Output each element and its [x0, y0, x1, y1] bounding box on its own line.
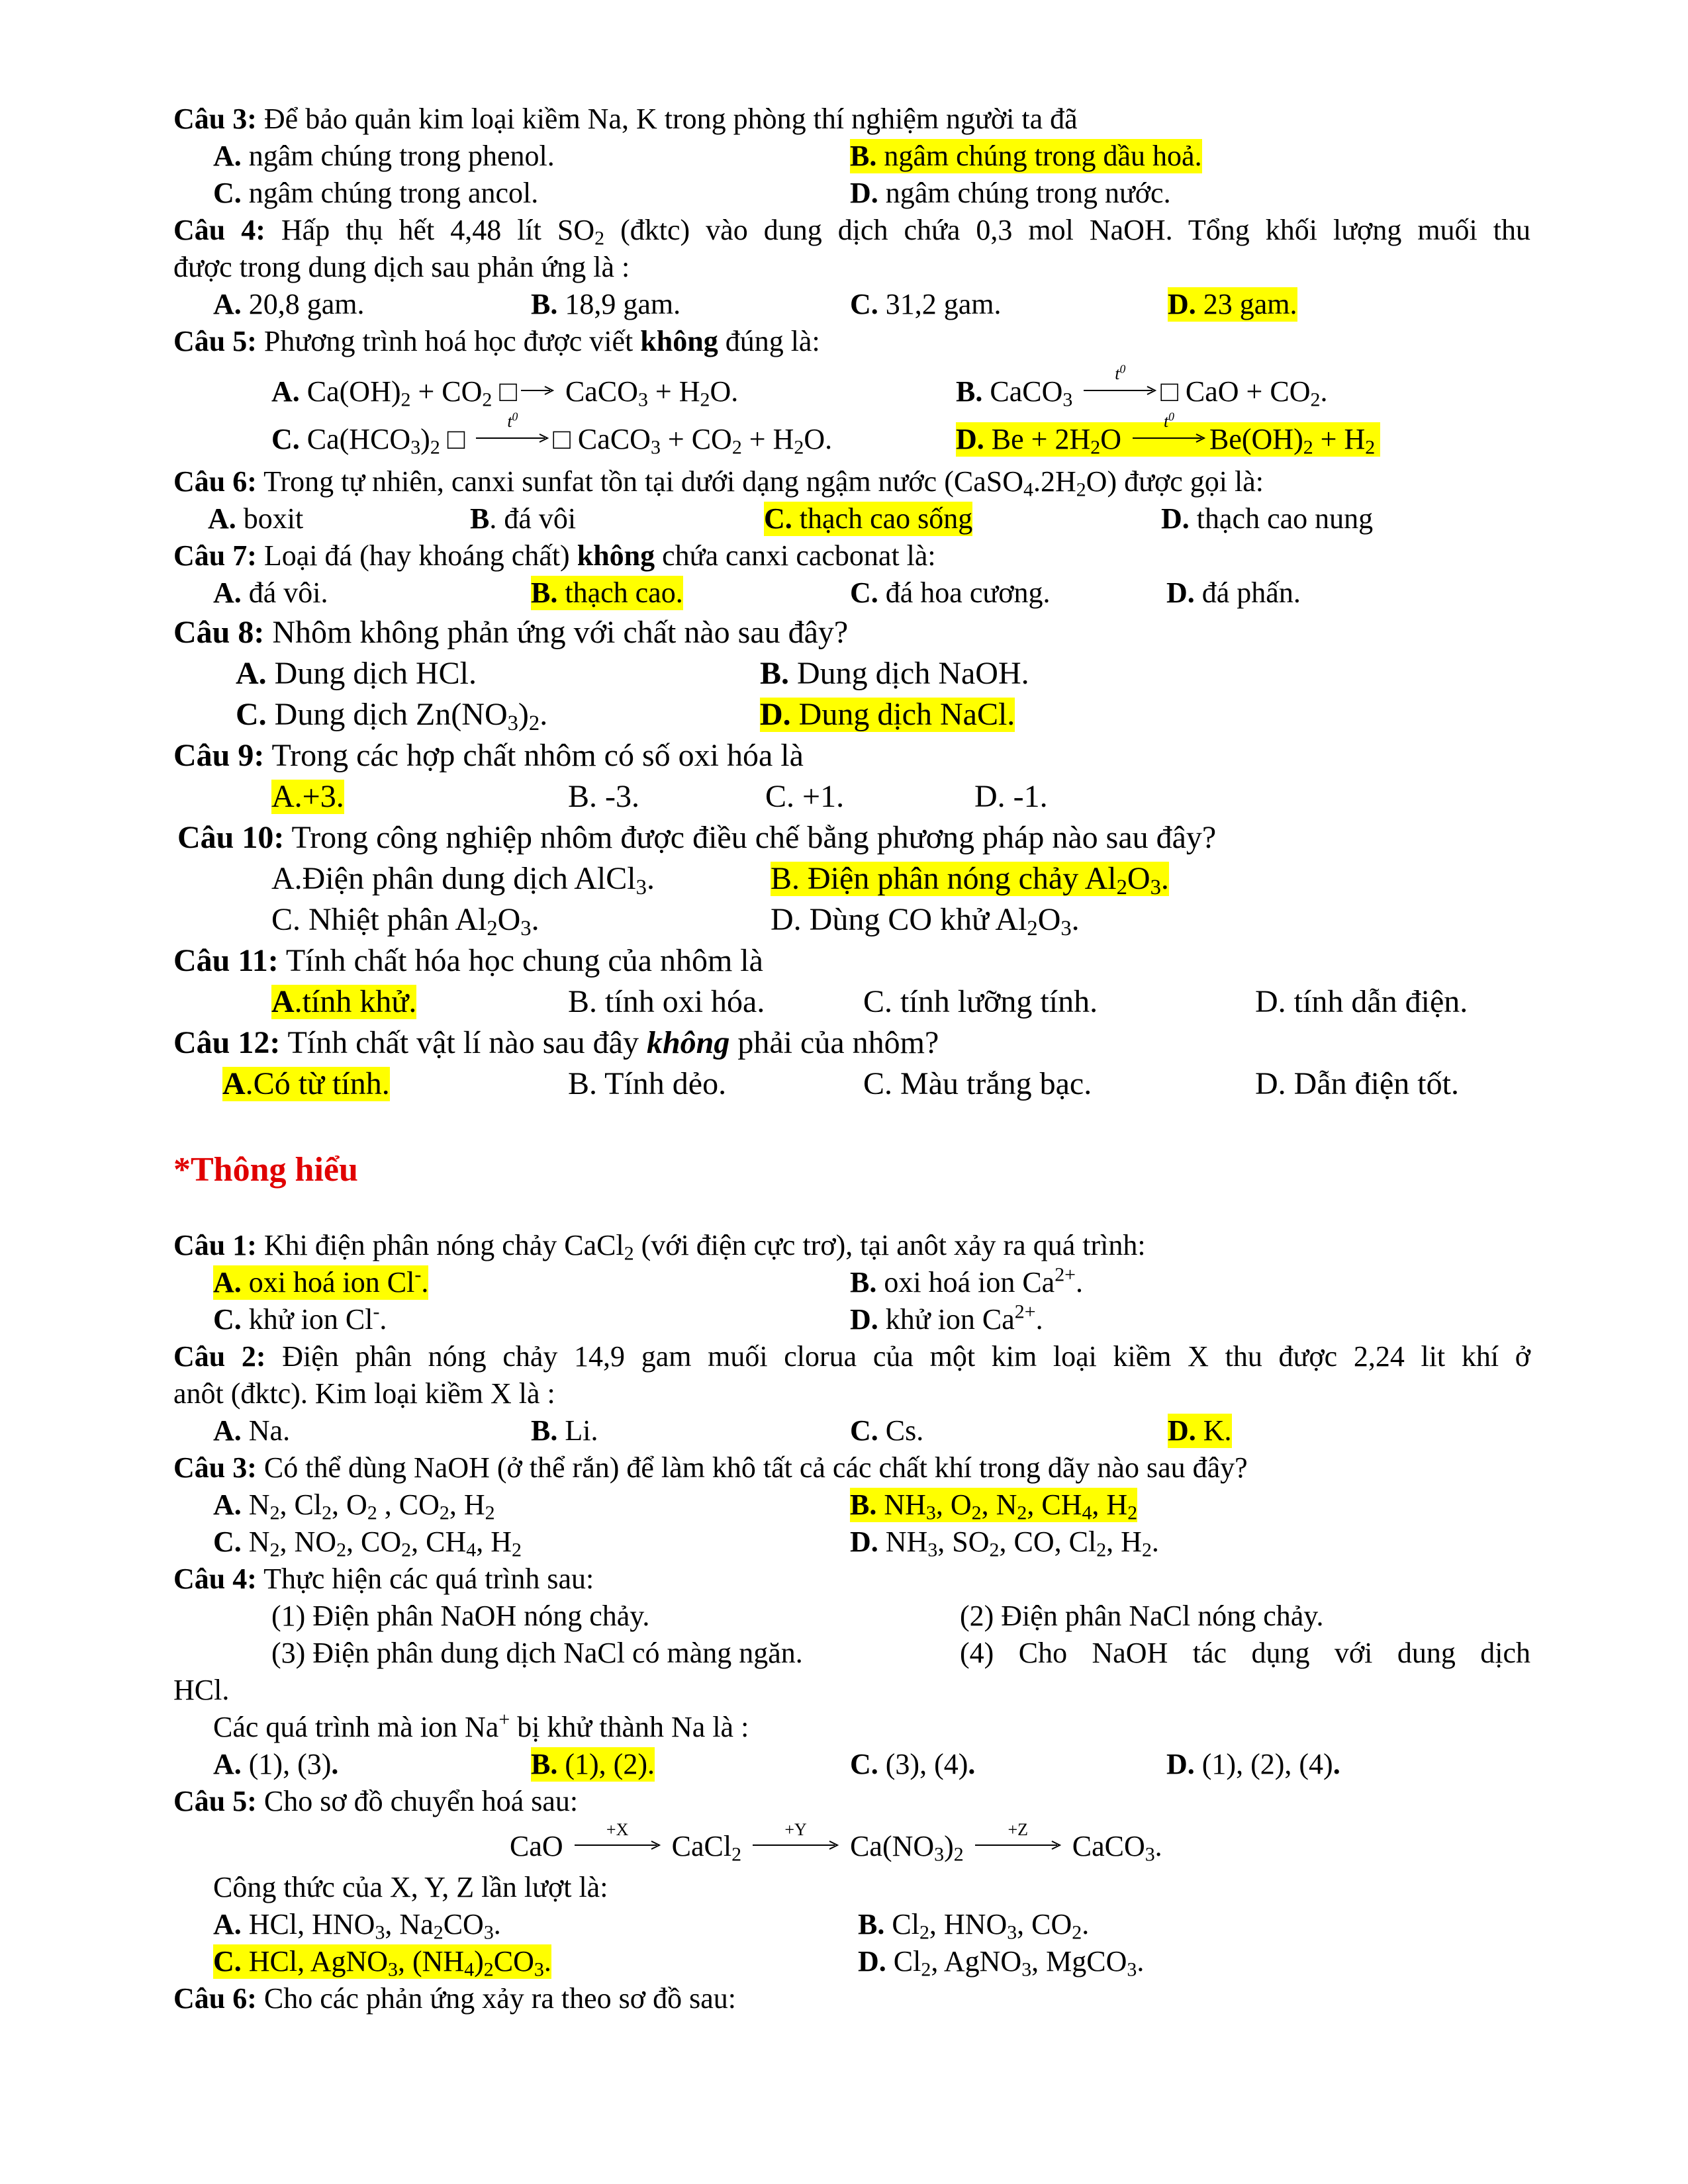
option-b[interactable]: B. Tính dẻo. [568, 1066, 727, 1101]
option-c[interactable]: C. đá hoa cương. [850, 576, 1051, 609]
option-d-answer[interactable]: D. K. [1168, 1414, 1232, 1447]
question-text: Trong các hợp chất nhôm có số oxi hóa là [264, 738, 804, 773]
question-text: Có thể dùng NaOH (ở thể rắn) để làm khô tất cả các chất khí trong dãy nào sau đây? [256, 1451, 1248, 1484]
option-d[interactable]: D. tính dẫn điện. [1255, 984, 1468, 1019]
option-a[interactable]: A. ngâm chúng trong phenol. [213, 140, 555, 172]
question-text: Khi điện phân nóng chảy CaCl [256, 1229, 624, 1261]
question-text: Thực hiện các quá trình sau: [256, 1563, 594, 1595]
option-c[interactable]: C. $N_2$, $NO_2$, $CO_2$, $CH_4$, $H_2$ [213, 1525, 522, 1561]
option-d[interactable]: D. thạch cao nung [1161, 502, 1374, 535]
process-2: (2) Điện phân NaCl nóng chảy. [960, 1600, 1324, 1632]
option-c[interactable]: C. Cs. [850, 1414, 924, 1447]
q4-stem: Câu 4: Hấp thụ hết 4,48 lít $SO_2$ (đktc) vào dung dịch chứa 0,3 mol NaOH. Tổng khối lượng muối thu [173, 214, 1531, 250]
option-d-answer[interactable]: D. $Be + 2H_2O$ $t^0$ $Be(OH)_2 + H_2$ [956, 422, 1380, 457]
option-a[interactable]: A. Na. [213, 1414, 291, 1447]
option-d[interactable]: D. Dùng CO khử $Al_2O_3$. [771, 902, 1080, 941]
option-b[interactable]: B. -3. [568, 779, 639, 814]
process-4: (4) Cho NaOH tác dụng với dung dịch [960, 1637, 1530, 1669]
option-b[interactable]: B. 18,9 gam. [531, 288, 681, 320]
arrow-icon: $t^0$ [476, 424, 549, 450]
option-b[interactable]: B. oxi hoá ion $Ca^{2+}$. [850, 1263, 1084, 1298]
q7-stem [173, 539, 936, 573]
option-b[interactable]: B. tính oxi hóa. [568, 984, 765, 1019]
question-text: Hấp thụ hết 4,48 lít SO [265, 214, 595, 246]
option-b-answer[interactable]: B. Điện phân nóng chảy $Al_2O_3$. [771, 861, 1169, 900]
question-number: Câu 4: [173, 1563, 257, 1595]
option-a[interactable]: A. 20,8 gam. [213, 288, 365, 320]
option-b[interactable]: B. Li. [531, 1414, 598, 1447]
question-text: Điện phân nóng chảy 14,9 gam muối clorua của một kim loại kiềm X thu được 2,24 lit khí ở [265, 1340, 1530, 1373]
arrow-icon: $t^0$ [1133, 424, 1205, 450]
option-b-answer[interactable]: B. ngâm chúng trong dầu hoả. [850, 140, 1202, 172]
question-text: phải của nhôm? [729, 1025, 939, 1060]
arrow-icon [521, 376, 554, 402]
question-number: Câu 7: [173, 539, 257, 572]
question-number: Câu 9: [173, 738, 265, 773]
option-a-answer[interactable]: A. oxi hoá ion Cl-. [213, 1263, 429, 1298]
q8-stem [173, 615, 848, 650]
s2-q3-stem [173, 1451, 1248, 1485]
option-b[interactable]: B. CaCO$_3$ $t^0$ □ CaO + $CO_2$. [956, 362, 1328, 411]
emphasis: không [646, 1025, 730, 1060]
s2-q2-stem-cont: anôt (đktc). Kim loại kiềm X là : [173, 1377, 555, 1410]
arrow-icon: +Y [753, 1831, 839, 1857]
question-text: Cho các phản ứng xảy ra theo sơ đồ sau: [256, 1982, 736, 2015]
process-1: (1) Điện phân NaOH nóng chảy. [271, 1600, 650, 1632]
option-a[interactable]: A. Dung dịch HCl. [236, 656, 477, 691]
option-a-answer[interactable]: A.tính khử. [271, 984, 417, 1019]
question-number: Câu 8: [173, 615, 265, 650]
question-number: Câu 10: [177, 820, 285, 855]
option-b[interactable]: B. đá vôi [470, 502, 577, 535]
question-text: Tính chất vật lí nào sau đây [280, 1025, 647, 1060]
option-d[interactable]: D. $NH_3$, $SO_2$, CO, $Cl_2$, $H_2$. [850, 1525, 1159, 1561]
option-a[interactable]: A. boxit [208, 502, 304, 535]
option-c[interactable]: C. tính lưỡng tính. [863, 984, 1098, 1019]
section-heading: *Thông hiểu [173, 1151, 358, 1189]
option-d[interactable]: D. đá phấn. [1166, 576, 1301, 609]
s2-q6-stem [173, 1981, 736, 2016]
option-d-answer[interactable]: D. 23 gam. [1168, 288, 1297, 320]
emphasis: không [640, 325, 718, 357]
arrow-icon: +X [575, 1831, 661, 1857]
question-number: Câu 12: [173, 1025, 281, 1060]
option-c[interactable]: C. ngâm chúng trong ancol. [213, 177, 539, 209]
q9-stem [173, 739, 804, 773]
q11-stem [173, 944, 763, 978]
option-d[interactable]: D. ngâm chúng trong nước. [850, 177, 1171, 209]
question-number: Câu 2: [173, 1340, 266, 1373]
option-c[interactable]: C. +1. [765, 779, 845, 814]
option-b[interactable]: B. $Cl_2$, $HNO_3$, $CO_2$. [858, 1908, 1090, 1944]
option-c[interactable]: C. 31,2 gam. [850, 288, 1002, 320]
question-text: Phương trình hoá học được viết [256, 325, 641, 357]
question-text: O) được gọi là: [1086, 465, 1264, 498]
question-number: Câu 5: [173, 1785, 257, 1817]
question-text: Để bảo quản kim loại kiềm Na, K trong phòng thí nghiệm người ta đã [256, 103, 1078, 135]
option-b-answer[interactable]: B. thạch cao. [531, 576, 683, 609]
option-d[interactable]: D. khử ion $Ca^{2+}$. [850, 1300, 1043, 1336]
question-number: Câu 11: [173, 943, 279, 978]
option-a[interactable]: A. đá vôi. [213, 576, 328, 609]
question-text: Trong công nghiệp nhôm được điều chế bằng phương pháp nào sau đây? [284, 820, 1217, 855]
option-c[interactable]: C. Màu trắng bạc. [863, 1066, 1092, 1101]
question-text: đúng là: [718, 325, 820, 357]
question-number: Câu 5: [173, 325, 257, 357]
question-number: Câu 1: [173, 1229, 257, 1261]
option-d[interactable]: D. (1), (2), (4). [1166, 1748, 1340, 1780]
option-c-answer[interactable]: C. HCl, AgNO$_3$, $(NH_4)_2CO_3$. [213, 1945, 551, 1981]
question-text: Tính chất hóa học chung của nhôm là [278, 943, 763, 978]
option-a[interactable]: A.Điện phân dung dịch AlCl$_3$. [271, 861, 655, 900]
option-c[interactable]: C. Dung dịch $Zn(NO_3)_2$. [236, 697, 548, 736]
s2-q5-ask: Công thức của X, Y, Z lần lượt là: [213, 1871, 608, 1903]
option-d[interactable]: D. Dẫn điện tốt. [1255, 1066, 1459, 1101]
emphasis: không [577, 539, 655, 572]
question-text: Các quá trình mà ion Na [213, 1711, 499, 1743]
question-number: Câu 3: [173, 1451, 257, 1484]
question-text: Trong tự nhiên, canxi sunfat tồn tại dưới dạng ngậm nước (CaSO [256, 465, 1023, 498]
option-c[interactable]: C. $Ca(HCO_3)_2$ □ $t^0$ □ CaCO$_3$ + $CO_2 + H_2O$. [271, 410, 833, 459]
arrow-icon: +Z [975, 1831, 1061, 1857]
question-number: Câu 3: [173, 103, 257, 135]
q3-stem [173, 102, 1078, 136]
option-d-answer[interactable]: D. Dung dịch NaCl. [760, 697, 1015, 732]
question-text: bị khử thành Na là : [510, 1711, 749, 1743]
question-text: .2H [1033, 465, 1076, 498]
question-number: Câu 6: [173, 1982, 257, 2015]
question-number: Câu 4: [173, 214, 265, 246]
question-text: Loại đá (hay khoáng chất) [256, 539, 577, 572]
option-a-answer[interactable]: A.Có từ tính. [222, 1066, 390, 1101]
s2-q1-stem: Câu 1: Khi điện phân nóng chảy CaCl$_2$ (với điện cực trơ), tại anôt xảy ra quá trình: [173, 1229, 1146, 1265]
s2-q5-scheme: CaO +X CaCl$_2$ +Y $Ca(NO_3)_2$ +Z CaCO$_3$. [510, 1820, 1162, 1866]
s2-q2-stem [173, 1340, 1530, 1374]
option-c[interactable]: C. khử ion Cl-. [213, 1300, 387, 1336]
arrow-icon: $t^0$ [1084, 376, 1156, 402]
question-text: Cho sơ đồ chuyển hoá sau: [256, 1785, 579, 1817]
option-b[interactable]: B. Dung dịch NaOH. [760, 656, 1029, 691]
option-b-answer[interactable]: B. $NH_3$, $O_2$, $N_2$, $CH_4$, $H_2$ [850, 1488, 1138, 1524]
option-a[interactable]: A. (1), (3). [213, 1748, 339, 1780]
process-3: (3) Điện phân dung dịch NaCl có màng ngăn. [271, 1637, 803, 1669]
s2-q4-ask: Các quá trình mà ion Na+ bị khử thành Na là : [213, 1708, 749, 1743]
q5-stem [173, 324, 820, 359]
option-a[interactable]: A. HCl, $HNO_3$, $Na_2CO_3$. [213, 1908, 501, 1944]
question-number: Câu 6: [173, 465, 257, 498]
s2-q4-process-cont: HCl. [173, 1674, 230, 1706]
question-text: Nhôm không phản ứng với chất nào sau đây? [264, 615, 849, 650]
q4-stem-cont: được trong dung dịch sau phản ứng là : [173, 251, 630, 283]
q10-stem [177, 821, 1216, 855]
option-c[interactable]: C. Nhiệt phân $Al_2O_3$. [271, 902, 539, 941]
s2-q4-stem [173, 1562, 594, 1596]
option-a[interactable]: A. $N_2$, $Cl_2$, $O_2$ , $CO_2$, $H_2$ [213, 1488, 495, 1524]
q12-stem [173, 1026, 939, 1060]
s2-q5-stem [173, 1784, 578, 1819]
q6-stem: Câu 6: Trong tự nhiên, canxi sunfat tồn tại dưới dạng ngậm nước $(CaSO_4.2H_2O)$ được gọi là: [173, 465, 1264, 501]
question-text: (với điện cực trơ), tại anôt xảy ra quá trình: [633, 1229, 1146, 1261]
option-d[interactable]: D. -1. [974, 779, 1048, 814]
option-d[interactable]: D. $Cl_2$, AgNO$_3$, MgCO$_3$. [858, 1945, 1145, 1981]
option-a-answer[interactable]: A.+3. [271, 779, 344, 814]
option-c[interactable]: C. (3), (4). [850, 1748, 976, 1780]
option-b-answer[interactable]: B. (1), (2). [531, 1748, 655, 1780]
option-c-answer[interactable]: C. thạch cao sống [764, 502, 973, 535]
option-a[interactable]: A. $Ca(OH)_2 + CO_2$ □ CaCO$_3$ + $H_2O$. [271, 375, 739, 411]
question-text: chứa canxi cacbonat là: [655, 539, 936, 572]
question-text: (đktc) vào dung dịch chứa 0,3 mol NaOH. Tổng khối lượng muối thu [604, 214, 1531, 246]
